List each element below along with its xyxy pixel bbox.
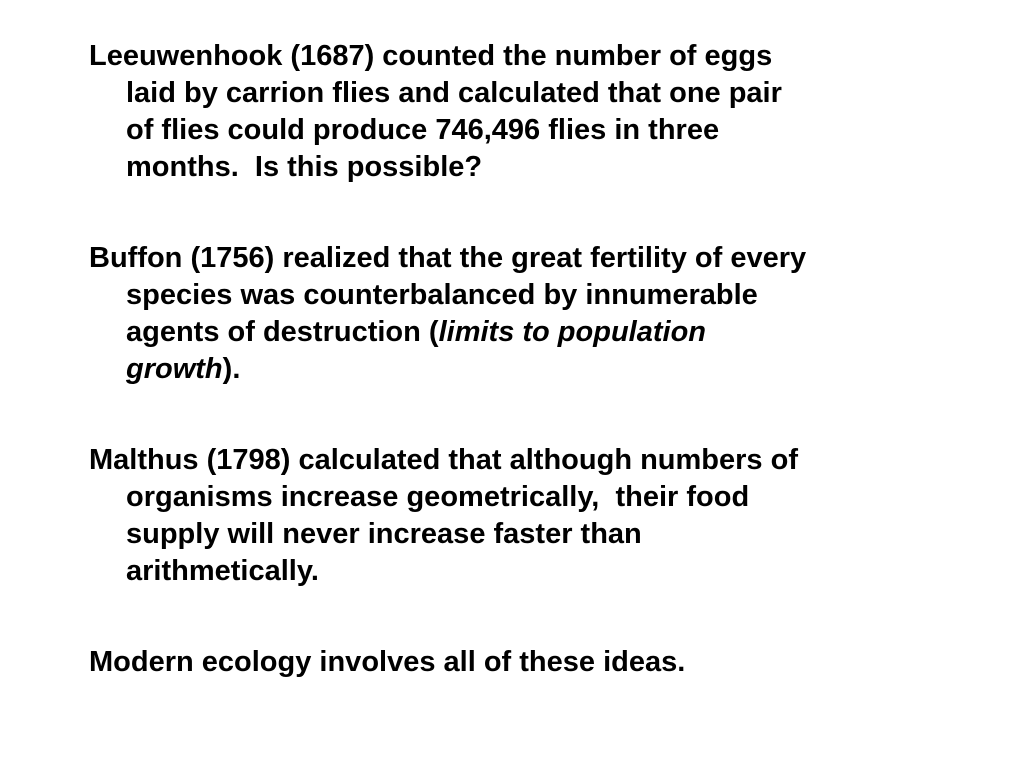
text-line: species was counterbalanced by innumerable: [126, 279, 758, 311]
paragraph-buffon: [89, 240, 949, 388]
paragraph-leeuwenhook: [89, 38, 949, 186]
text-line: arithmetically.: [126, 555, 319, 587]
text-line: laid by carrion flies and calculated that one pair: [126, 77, 782, 109]
text-line: Leeuwenhook (1687) counted the number of eggs: [89, 40, 773, 72]
emphasis-text: limits to population: [438, 316, 706, 348]
text-line: [89, 351, 949, 388]
text-line: [89, 314, 949, 351]
text-line: supply will never increase faster than: [126, 518, 642, 550]
text-line: Modern ecology involves all of these ideas.: [89, 646, 686, 678]
text-line: Buffon (1756) realized that the great fertility of every: [89, 242, 807, 274]
text-segment: ).: [222, 353, 241, 385]
paragraph-modern-ecology: [89, 644, 949, 681]
paragraph-malthus: [89, 442, 949, 590]
text-line: organisms increase geometrically, their food: [126, 481, 750, 513]
text-line: Malthus (1798) calculated that although numbers of: [89, 444, 798, 476]
text-line: months. Is this possible?: [126, 151, 483, 183]
text-segment: agents of destruction (: [126, 316, 439, 348]
text-line: of flies could produce 746,496 flies in three: [126, 114, 720, 146]
emphasis-text: growth: [126, 353, 223, 385]
